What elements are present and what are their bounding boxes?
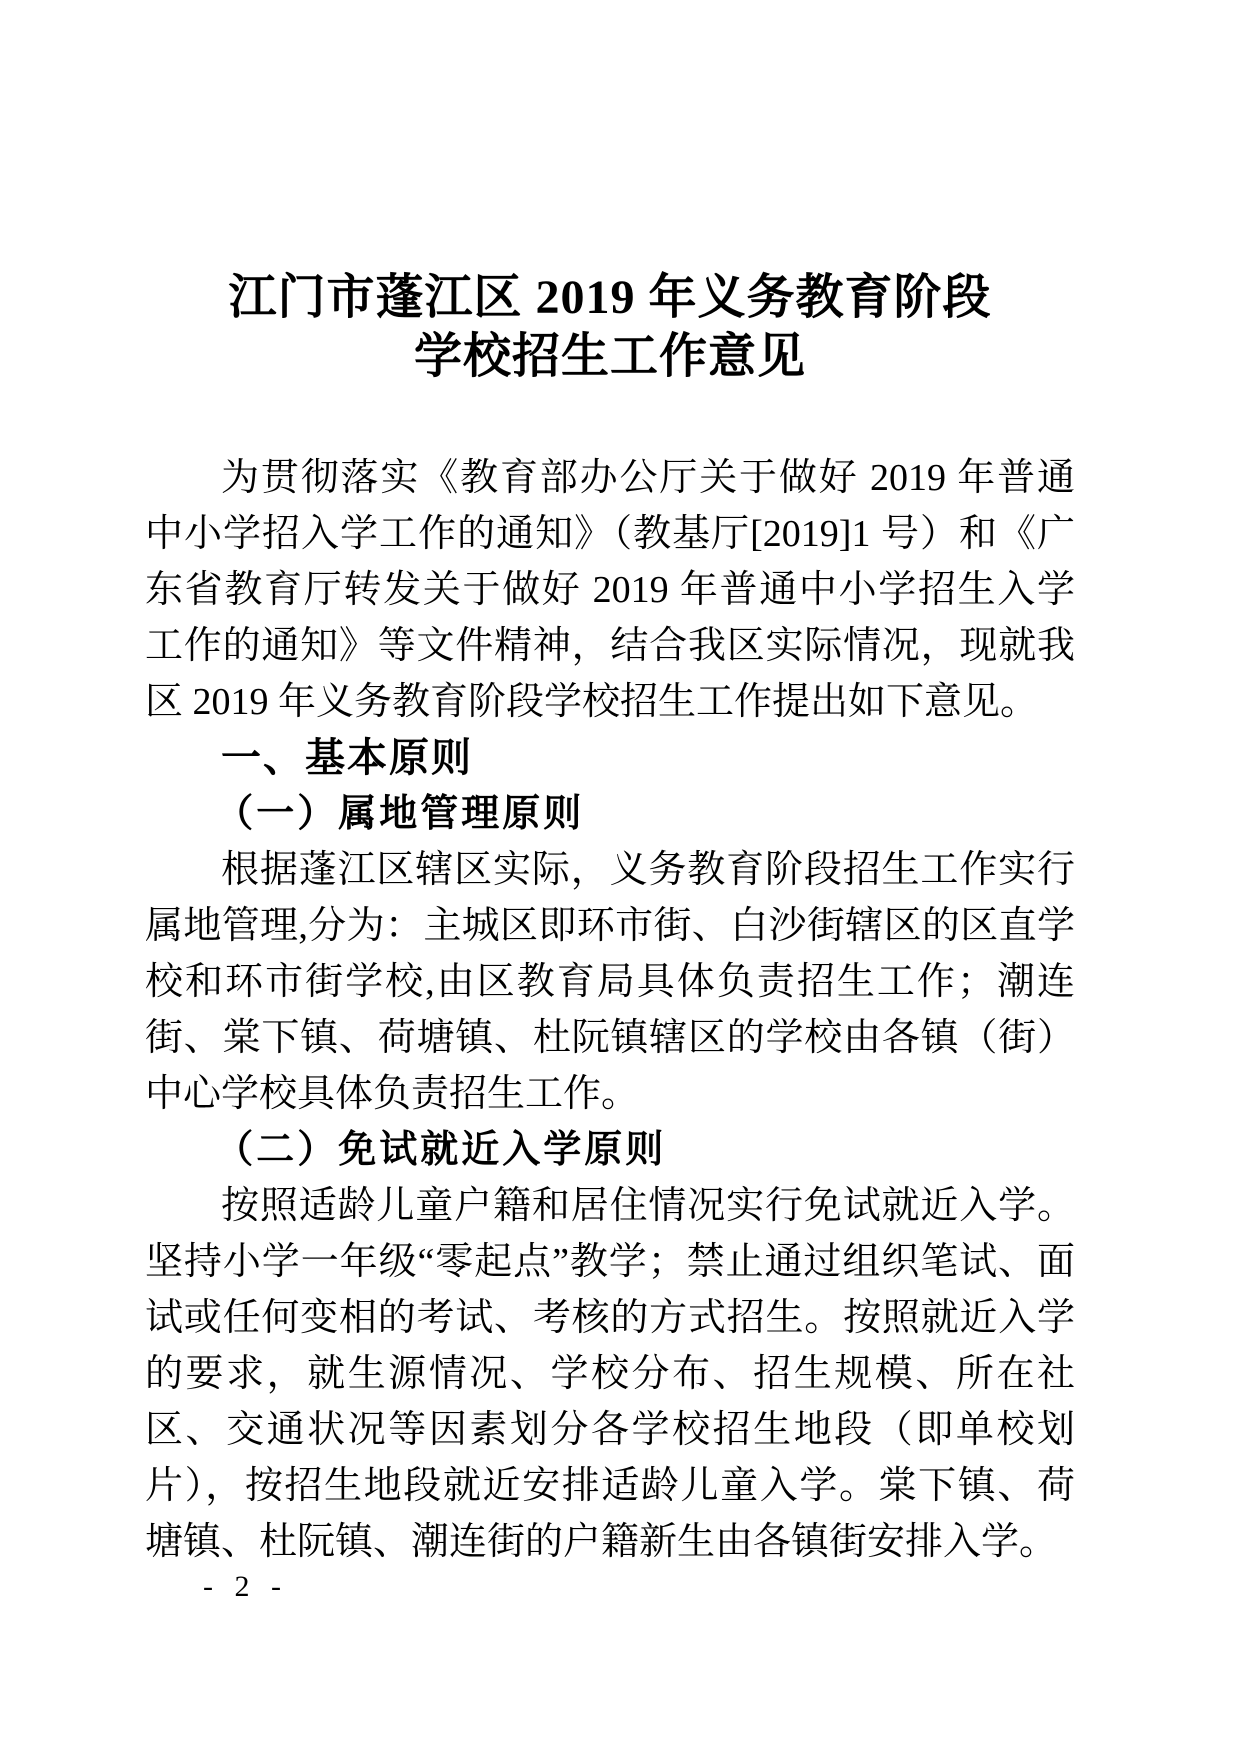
subsection-heading-exam-free-nearby-enrollment: （二）免试就近入学原则 xyxy=(215,1129,667,1171)
subsection-heading-territorial-management: （一）属地管理原则 xyxy=(215,793,585,835)
page-number: - 2 - xyxy=(203,1570,283,1603)
document-body xyxy=(145,450,1075,1570)
document-title-line-1: 江门市蓬江区 2019 年义务教育阶段 xyxy=(228,271,992,324)
document-title-line-2: 学校招生工作意见 xyxy=(413,330,806,383)
section-heading-basic-principles: 一、基本原则 xyxy=(221,736,473,780)
document-title xyxy=(145,268,1075,386)
intro-paragraph: 为贯彻落实《教育部办公厅关于做好 2019 年普通中小学招入学工作的通知》（教基厅[2019]1 号）和《广东省教育厅转发关于做好 2019 年普通中小学招生入学工作的通知》等文件精神，结合我区实际情况，现就我区 2019 年义务教育阶段学校招生工作提出如下意见。 xyxy=(145,457,1075,723)
paragraph-exam-free-nearby-enrollment: 按照适龄儿童户籍和居住情况实行免试就近入学。坚持小学一年级“零起点”教学；禁止通过组织笔试、面试或任何变相的考试、考核的方式招生。按照就近入学的要求，就生源情况、学校分布、招生规模、所在社区、交通状况等因素划分各学校招生地段（即单校划片），按招生地段就近安排适龄儿童入学。棠下镇、荷塘镇、杜阮镇、潮连街的户籍新生由各镇街安排入学。 xyxy=(145,1185,1075,1563)
paragraph-territorial-management: 根据蓬江区辖区实际，义务教育阶段招生工作实行属地管理,分为：主城区即环市街、白沙街辖区的区直学校和环市街学校,由区教育局具体负责招生工作；潮连街、棠下镇、荷塘镇、杜阮镇辖区的学校由各镇（街）中心学校具体负责招生工作。 xyxy=(145,849,1075,1115)
